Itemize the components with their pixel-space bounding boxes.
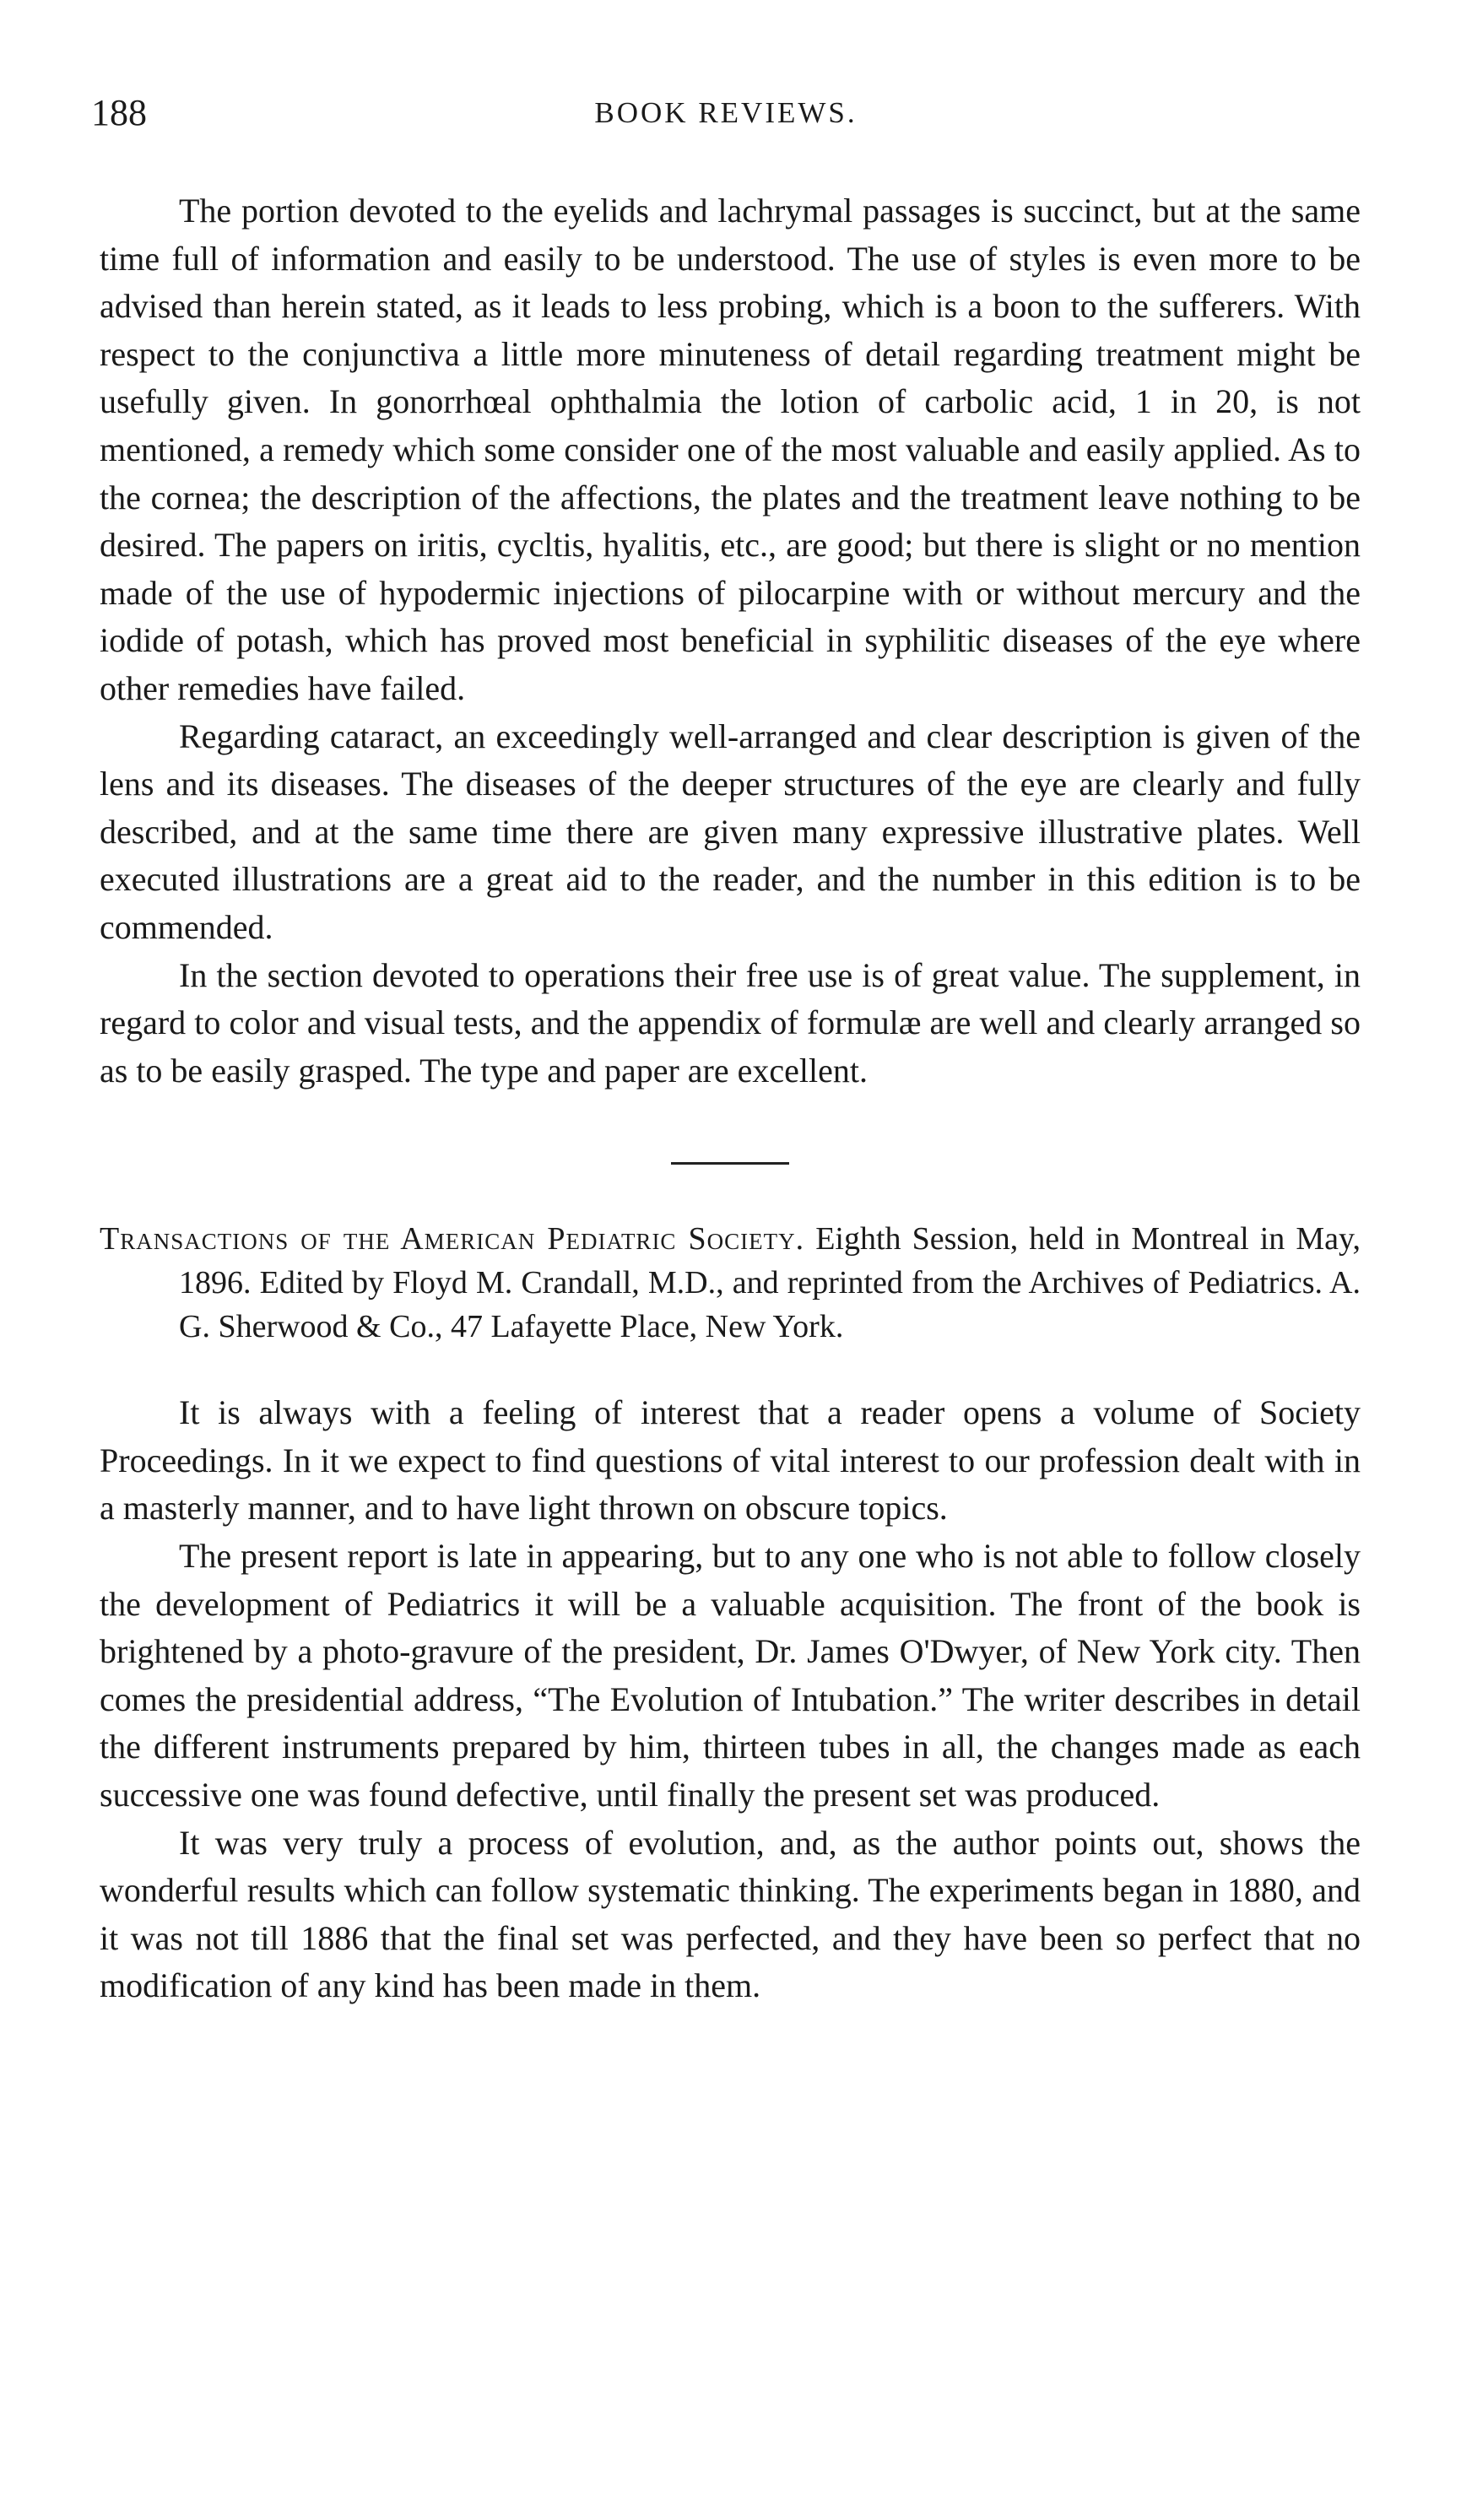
citation-title: Transactions of the American Pediatric Society. [100,1221,805,1257]
citation-details: Eighth Session, held in Montreal in May, 1896. Edited by Floyd M. Crandall, M.D., and reprinted from the Archives of Pediatrics. A. G. Sherwood & Co., 47 Lafayette Place, New York. [179,1221,1361,1345]
section-divider [671,1162,789,1165]
review-one-paragraph-1: The portion devoted to the eyelids and lachrymal passages is succinct, but at the same time full of information and easily to be understood. The use of styles is even more to be advised than herein stated, as it leads to less probing, which is a boon to the sufferers. With respect to the conjunctiva a little more minuteness of detail regarding treatment might be usefully given. In gonorrhœal ophthalmia the lotion of carbolic acid, 1 in 20, is not mentioned, a remedy which some consider one of the most valuable and easily applied. As to the cornea; the description of the affections, the plates and the treatment leave nothing to be desired. The papers on iritis, cycltis, hyalitis, etc., are good; but there is slight or no mention made of the use of hypodermic injections of pilocarpine with or without mercury and the iodide of potash, which has proved most beneficial in syphilitic diseases of the eye where other remedies have failed. [100,192,1361,707]
review-two-citation [100,1217,1361,1349]
review-one-paragraph-2: Regarding cataract, an exceedingly well-arranged and clear description is given of the lens and its diseases. The diseases of the deeper structures of the eye are clearly and fully described, and at the same time there are given many expressive illustrative plates. Well executed illustrations are a great aid to the reader, and the number in this edition is to be commended. [100,717,1361,946]
review-two-paragraph-3: It was very truly a process of evolution, and, as the author points out, shows the wonderful results which can follow systematic thinking. The experiments began in 1880, and it was not till 1886 that the final set was perfected, and they have been so perfect that no modification of any kind has been made in them. [100,1823,1361,2005]
page-number: 188 [91,92,147,133]
review-two-paragraph-2: The present report is late in appearing, but to any one who is not able to follow closely the development of Pediatrics it will be a valuable acquisition. The front of the book is brightened by a photo-gravure of the president, Dr. James O'Dwyer, of New York city. Then comes the presidential address, “The Evolution of Intubation.” The writer describes in detail the different instruments prepared by him, thirteen tubes in all, the changes made as each successive one was found defective, until finally the present set was produced. [100,1537,1361,1814]
review-one-paragraph-3: In the section devoted to operations their free use is of great value. The supplement, in regard to color and visual tests, and the appendix of formulæ are well and clearly arranged so as to be easily grasped. The type and paper are excellent. [100,955,1361,1090]
section-title: BOOK REVIEWS. [594,96,858,129]
running-head [91,88,1361,138]
review-two-paragraph-1: It is always with a feeling of interest that a reader opens a volume of Society Proceedings. In it we expect to find questions of vital interest to our profession dealt with in a masterly manner, and to have light thrown on obscure topics. [100,1393,1361,1528]
page-body [100,187,1361,2010]
